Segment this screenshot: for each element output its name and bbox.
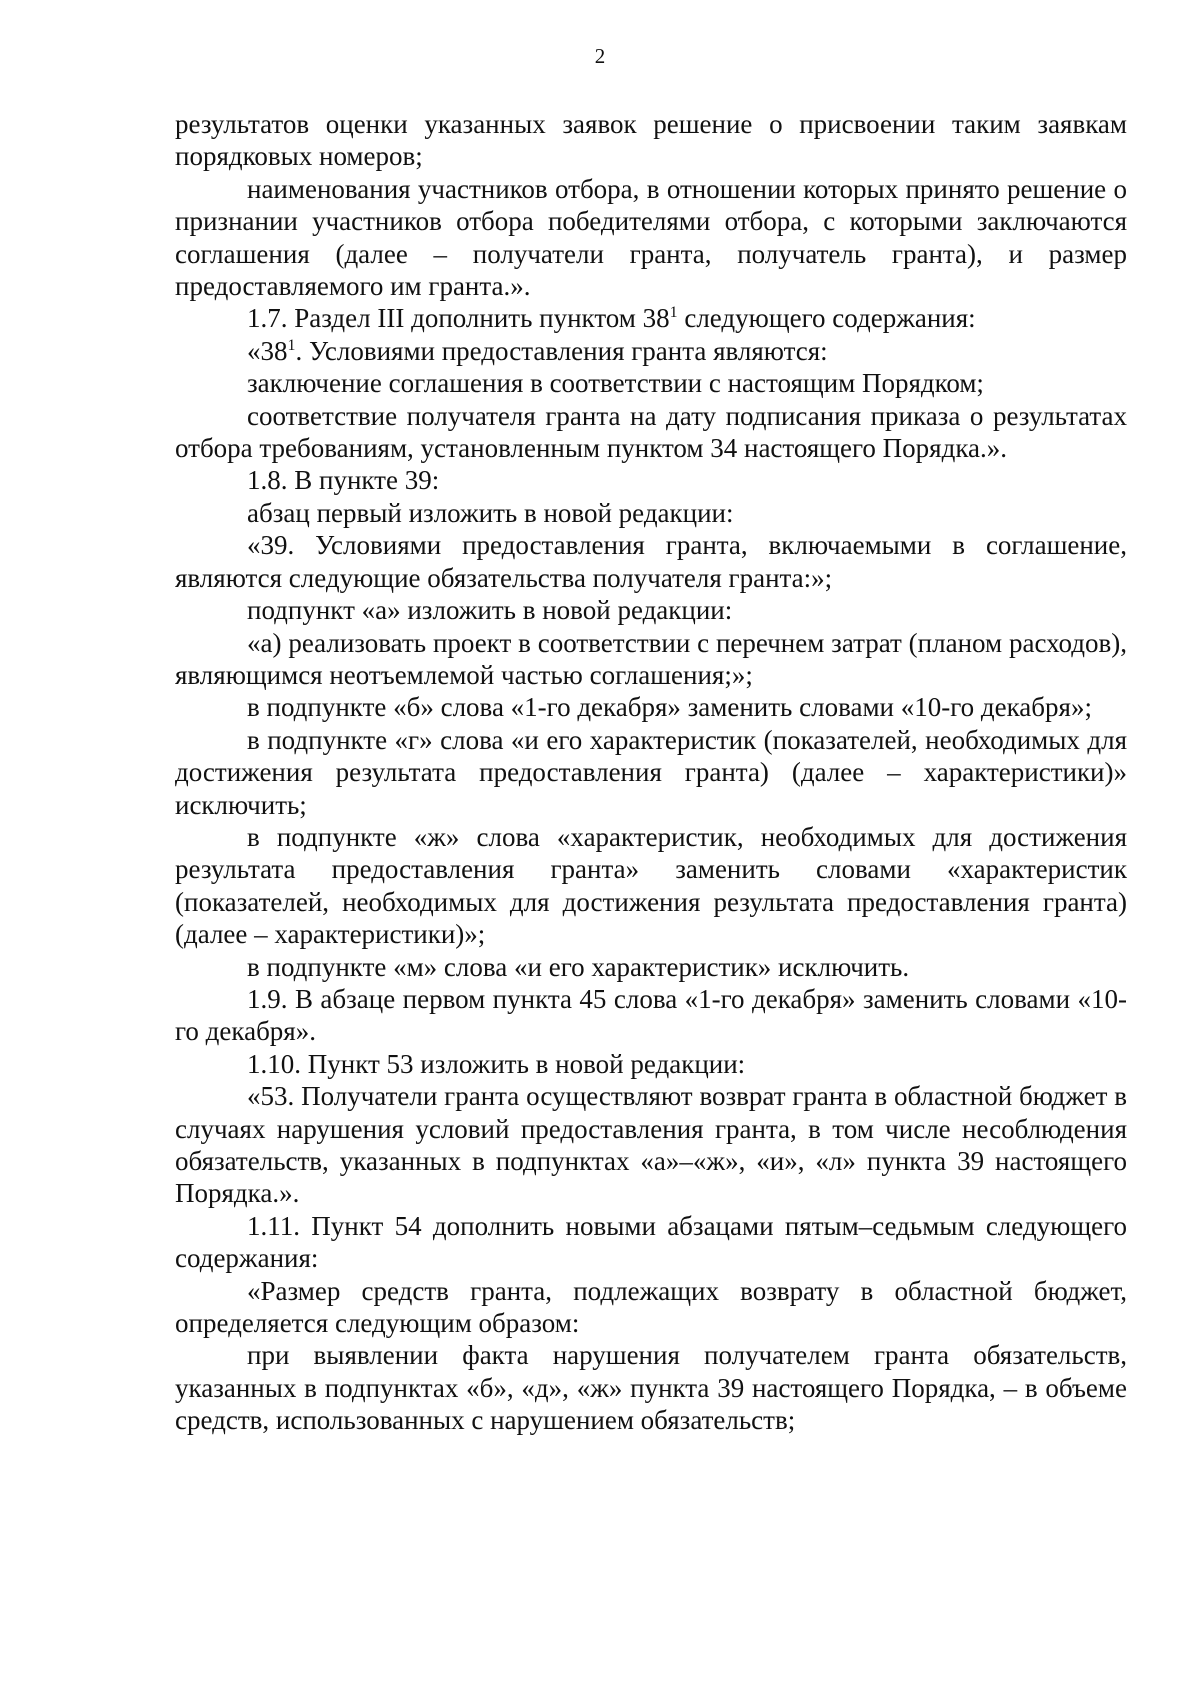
paragraph: в подпункте «г» слова «и его характеристик (показателей, необходимых для достижения результата предоставления гранта) (далее – характеристики)» исключить; (175, 724, 1127, 820)
paragraph: подпункт «а» изложить в новой редакции: (247, 595, 733, 626)
superscript: 1 (287, 336, 296, 354)
paragraph: соответствие получателя гранта на дату подписания приказа о результатах отбора требованиям, установленным пунктом 34 настоящего Порядка.». (175, 400, 1127, 464)
paragraph: в подпункте «ж» слова «характеристик, необходимых для достижения результата предоставления гранта» заменить словами «характеристик (показателей, необходимых для достижения результата предоставления гранта) (далее – характеристики)»; (175, 821, 1127, 950)
paragraph: «а) реализовать проект в соответствии с перечнем затрат (планом расходов), являющимся неотъемлемой частью соглашения;»; (175, 627, 1127, 690)
paragraph: «$38^1$. Условиями предоставления гранта являются: (247, 335, 828, 366)
paragraph: «Размер средств гранта, подлежащих возврату в областной бюджет, определяется следующим образом: (175, 1275, 1127, 1339)
paragraph: абзац первый изложить в новой редакции: (247, 497, 734, 528)
paragraph: 1.10. Пункт 53 изложить в новой редакции: (247, 1048, 746, 1079)
paragraph: в подпункте «м» слова «и его характеристик» исключить. (247, 951, 910, 982)
paragraph: «53. Получатели гранта осуществляют возврат гранта в областной бюджет в случаях нарушения условий предоставления гранта, в том числе несоблюдения обязательств, указанных в подпунктах «а»–«ж», «и», «л» пункта 39 настоящего Порядка.». (175, 1081, 1127, 1209)
superscript: 1 (669, 304, 678, 322)
paragraph: заключение соглашения в соответствии с настоящим Порядком; (247, 368, 984, 399)
document-body (175, 108, 1127, 1437)
page-number: 2 (594, 44, 606, 68)
paragraph: наименования участников отбора, в отношении которых принято решение о признании участников отбора победителями отбора, с которыми заключаются соглашения (далее – получатели гранта, получатель гранта), и размер предоставляемого им гранта.». (175, 173, 1127, 302)
paragraph: 1.11. Пункт 54 дополнить новыми абзацами пятым–седьмым следующего содержания: (175, 1210, 1127, 1274)
paragraph: «39. Условиями предоставления гранта, включаемыми в соглашение, являются следующие обязательства получателя гранта:»; (175, 530, 1127, 593)
paragraph: при выявлении факта нарушения получателем гранта обязательств, указанных в подпунктах «б», «д», «ж» пункта 39 настоящего Порядка, – в объеме средств, использованных с нарушением обязательств; (175, 1340, 1127, 1436)
paragraph: в подпункте «б» слова «1-го декабря» заменить словами «10-го декабря»; (247, 692, 1092, 723)
paragraph: 1.7. Раздел III дополнить пунктом $38^1$ следующего содержания: (247, 303, 976, 334)
paragraph: 1.8. В пункте 39: (247, 465, 440, 496)
paragraph: 1.9. В абзаце первом пункта 45 слова «1-го декабря» заменить словами «10-го декабря». (175, 983, 1127, 1047)
paragraph: результатов оценки указанных заявок решение о присвоении таким заявкам порядковых номеров; (175, 109, 1127, 172)
